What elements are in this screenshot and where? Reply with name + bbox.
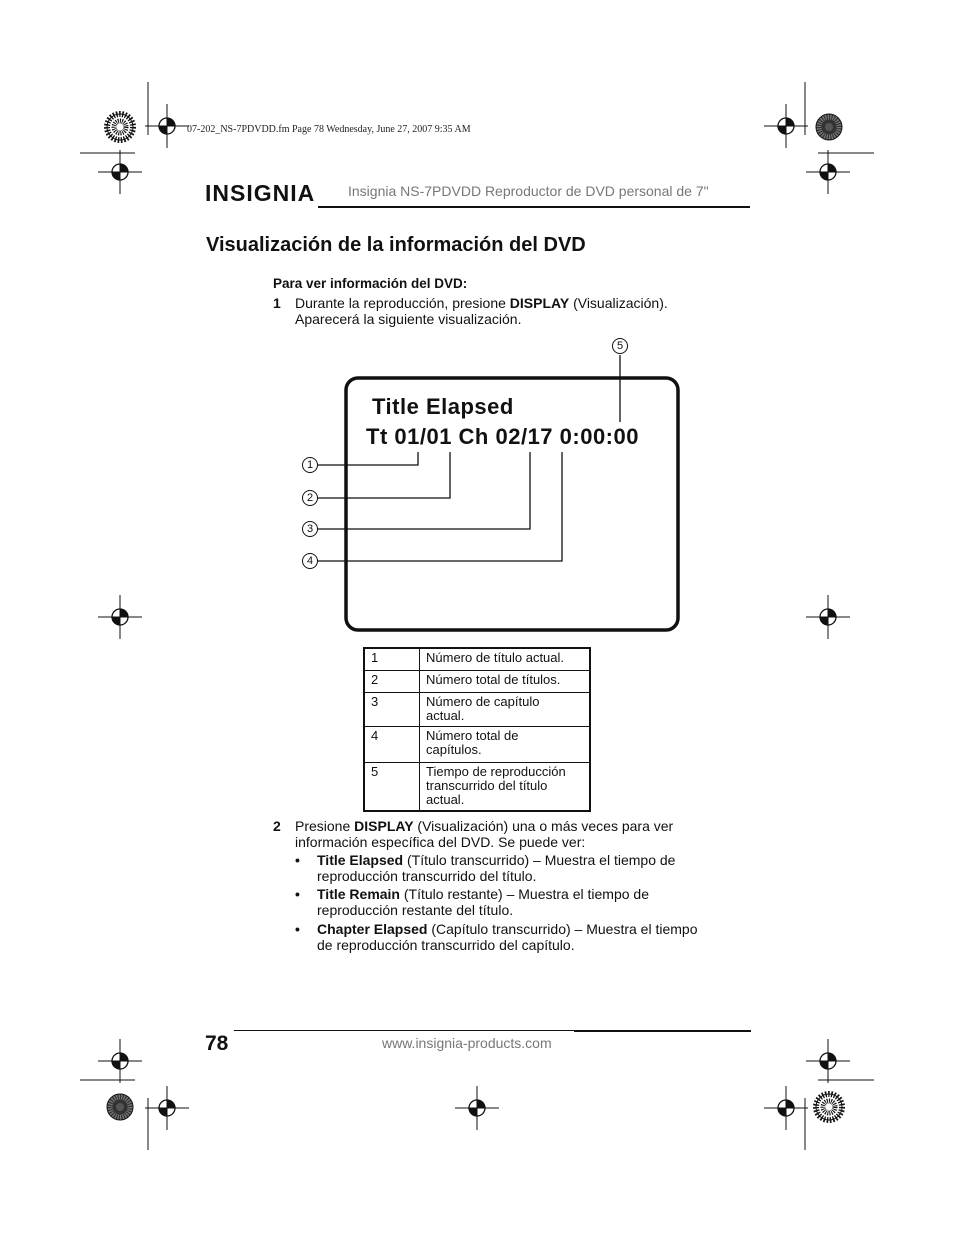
footer-url: www.insignia-products.com [382, 1035, 552, 1051]
bullet-1-line-1: Title Elapsed (Título transcurrido) – Muestra el tiempo de [317, 852, 676, 868]
section-heading: Visualización de la información del DVD [206, 234, 586, 256]
step-1-line-1: Durante la reproducción, presione DISPLAY (Visualización). [295, 295, 668, 311]
table-row [364, 692, 590, 726]
insignia-logo: INSIGNIA [205, 180, 316, 206]
step-2-line-2: información específica del DVD. Se puede ver: [295, 834, 586, 850]
legend-description: Número de capítulo actual. [420, 692, 591, 726]
screen-counter: Tt 01/01 Ch 02/17 0:00:00 [366, 424, 639, 449]
callout-5: 5 [612, 338, 628, 354]
header-rule [318, 206, 750, 208]
legend-number: 3 [364, 692, 420, 726]
legend-number: 1 [364, 648, 420, 670]
bullet-marker: • [295, 886, 300, 902]
table-row [364, 726, 590, 762]
page-number: 78 [205, 1032, 229, 1055]
footer-rule-thick [574, 1030, 751, 1032]
step-1-line-2: Aparecerá la siguiente visualización. [295, 311, 522, 327]
legend-description: Número total de capítulos. [420, 726, 591, 762]
step-2-line-1: Presione DISPLAY (Visualización) una o más veces para ver [295, 818, 674, 834]
legend-number: 4 [364, 726, 420, 762]
bullet-2-line-1: Title Remain (Título restante) – Muestra el tiempo de [317, 886, 649, 902]
screen-diagram [295, 335, 695, 635]
bullet-1-line-2: reproducción transcurrido del título. [317, 868, 537, 884]
legend-number: 2 [364, 670, 420, 692]
callout-1: 1 [302, 457, 318, 473]
procedure-heading: Para ver información del DVD: [273, 276, 468, 291]
legend-table [363, 647, 591, 812]
screen-title-elapsed: Title Elapsed [372, 394, 514, 419]
file-slug: 07-202_NS-7PDVDD.fm Page 78 Wednesday, June 27, 2007 9:35 AM [187, 124, 471, 135]
step-1-number: 1 [273, 295, 281, 311]
legend-description: Número total de títulos. [420, 670, 591, 692]
table-row [364, 648, 590, 670]
table-row [364, 670, 590, 692]
footer-rule [234, 1030, 574, 1031]
bullet-2-line-2: reproducción restante del título. [317, 902, 514, 918]
header-title: Insignia NS-7PDVDD Reproductor de DVD personal de 7" [348, 183, 709, 199]
callout-3: 3 [302, 521, 318, 537]
bullet-marker: • [295, 852, 300, 868]
callout-4: 4 [302, 553, 318, 569]
legend-number: 5 [364, 762, 420, 811]
bullet-3-line-1: Chapter Elapsed (Capítulo transcurrido) – Muestra el tiempo [317, 921, 698, 937]
legend-description: Número de título actual. [420, 648, 591, 670]
legend-description: Tiempo de reproducción transcurrido del título actual. [420, 762, 591, 811]
callout-2: 2 [302, 490, 318, 506]
step-2-number: 2 [273, 818, 281, 834]
bullet-marker: • [295, 921, 300, 937]
bullet-3-line-2: de reproducción transcurrido del capítulo. [317, 937, 575, 953]
table-row [364, 762, 590, 811]
